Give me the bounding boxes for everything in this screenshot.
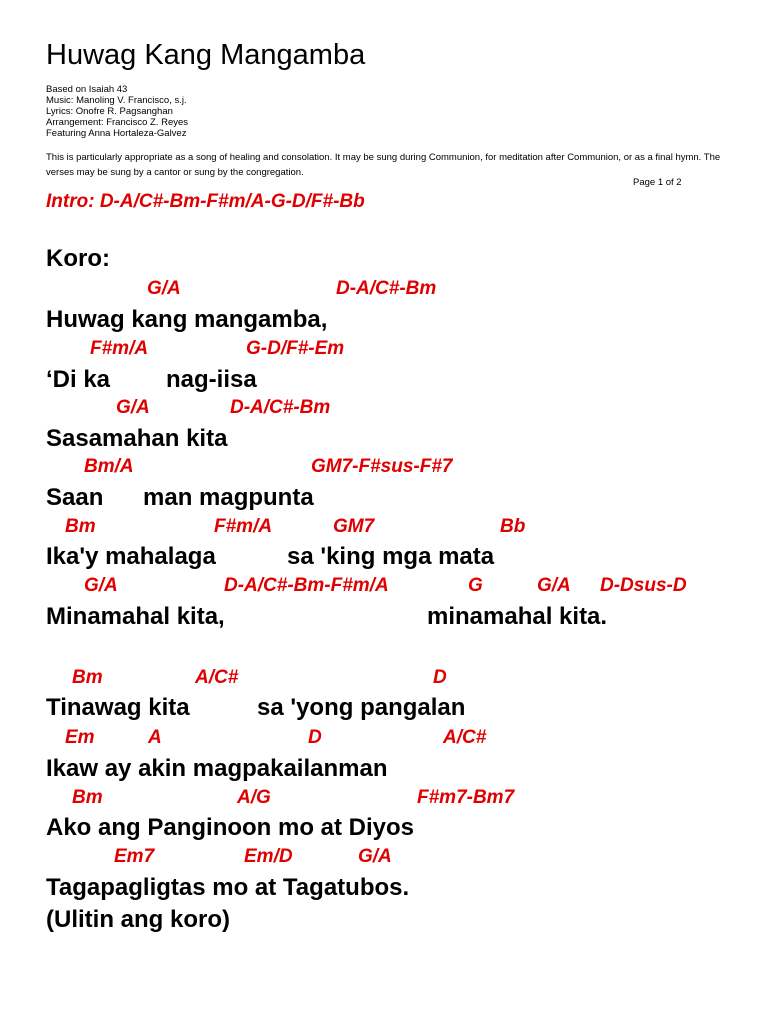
- chord: D-A/C#-Bm: [336, 278, 437, 299]
- chord: Bm: [65, 516, 96, 537]
- chord: Bm: [72, 787, 103, 808]
- chord: D: [308, 727, 322, 748]
- lyric-line: Minamahal kita,: [46, 603, 225, 630]
- page-number: Page 1 of 2: [633, 177, 682, 188]
- meta-lyrics: Lyrics: Onofre R. Pagsanghan: [46, 106, 173, 117]
- chord: D: [433, 667, 447, 688]
- repeat-instruction: (Ulitin ang koro): [46, 906, 230, 933]
- chord: A/C#: [195, 667, 239, 688]
- chord: F#m/A: [214, 516, 273, 537]
- chord: G-D/F#-Em: [246, 338, 345, 359]
- koro-label: Koro:: [46, 245, 110, 272]
- lyric-line: Ika'y mahalaga: [46, 543, 216, 570]
- chord: GM7-F#sus-F#7: [311, 456, 453, 477]
- chord: Em/D: [244, 846, 293, 867]
- chord: Em7: [114, 846, 155, 867]
- meta-music: Music: Manoling V. Francisco, s.j.: [46, 95, 187, 106]
- chord: Bm: [72, 667, 103, 688]
- chord: Em: [65, 727, 95, 748]
- chord: F#m7-Bm7: [417, 787, 515, 808]
- chord: Bb: [500, 516, 526, 537]
- lyric-line: minamahal kita.: [427, 603, 608, 630]
- lyric-line: man magpunta: [143, 484, 314, 511]
- lyric-line: Tagapagligtas mo at Tagatubos.: [46, 874, 410, 901]
- lyric-line: Tinawag kita: [46, 694, 190, 721]
- chord: G/A: [84, 575, 118, 596]
- intro-chords: Intro: D-A/C#-Bm-F#m/A-G-D/F#-Bb: [46, 191, 365, 212]
- lyric-line: Ikaw ay akin magpakailanman: [46, 755, 388, 782]
- chord: D-Dsus-D: [600, 575, 687, 596]
- lyric-line: Huwag kang mangamba,: [46, 306, 328, 333]
- lyric-line: Ako ang Panginoon mo at Diyos: [46, 814, 415, 841]
- chord: A/C#: [443, 727, 487, 748]
- usage-note: This is particularly appropriate as a song of healing and consolation. It may be sung during Communion, for meditation after Communion, or as a final hymn. The verses may be sung by a cantor or sung by the congregation.: [46, 152, 721, 178]
- chord: G/A: [116, 397, 150, 418]
- chord: D-A/C#-Bm: [230, 397, 331, 418]
- chord: G: [468, 575, 483, 596]
- chord: G/A: [147, 278, 181, 299]
- chord: F#m/A: [90, 338, 149, 359]
- chord: A: [148, 727, 162, 748]
- chord: Bm/A: [84, 456, 134, 477]
- chord: D-A/C#-Bm-F#m/A: [224, 575, 389, 596]
- lyric-line: sa 'yong pangalan: [257, 694, 466, 721]
- lyric-line: Sasamahan kita: [46, 425, 228, 452]
- meta-arrangement: Arrangement: Francisco Z. Reyes: [46, 117, 189, 128]
- chord: GM7: [333, 516, 375, 537]
- song-title: Huwag Kang Mangamba: [46, 39, 366, 71]
- chord: G/A: [358, 846, 392, 867]
- chord: A/G: [237, 787, 271, 808]
- lyric-line: nag-iisa: [166, 366, 257, 393]
- lyric-line: ‘Di ka: [46, 366, 111, 393]
- lyric-line: Saan: [46, 484, 104, 511]
- chord: G/A: [537, 575, 571, 596]
- meta-source: Based on Isaiah 43: [46, 84, 128, 95]
- lyric-line: sa 'king mga mata: [287, 543, 495, 570]
- meta-featuring: Featuring Anna Hortaleza-Galvez: [46, 128, 187, 139]
